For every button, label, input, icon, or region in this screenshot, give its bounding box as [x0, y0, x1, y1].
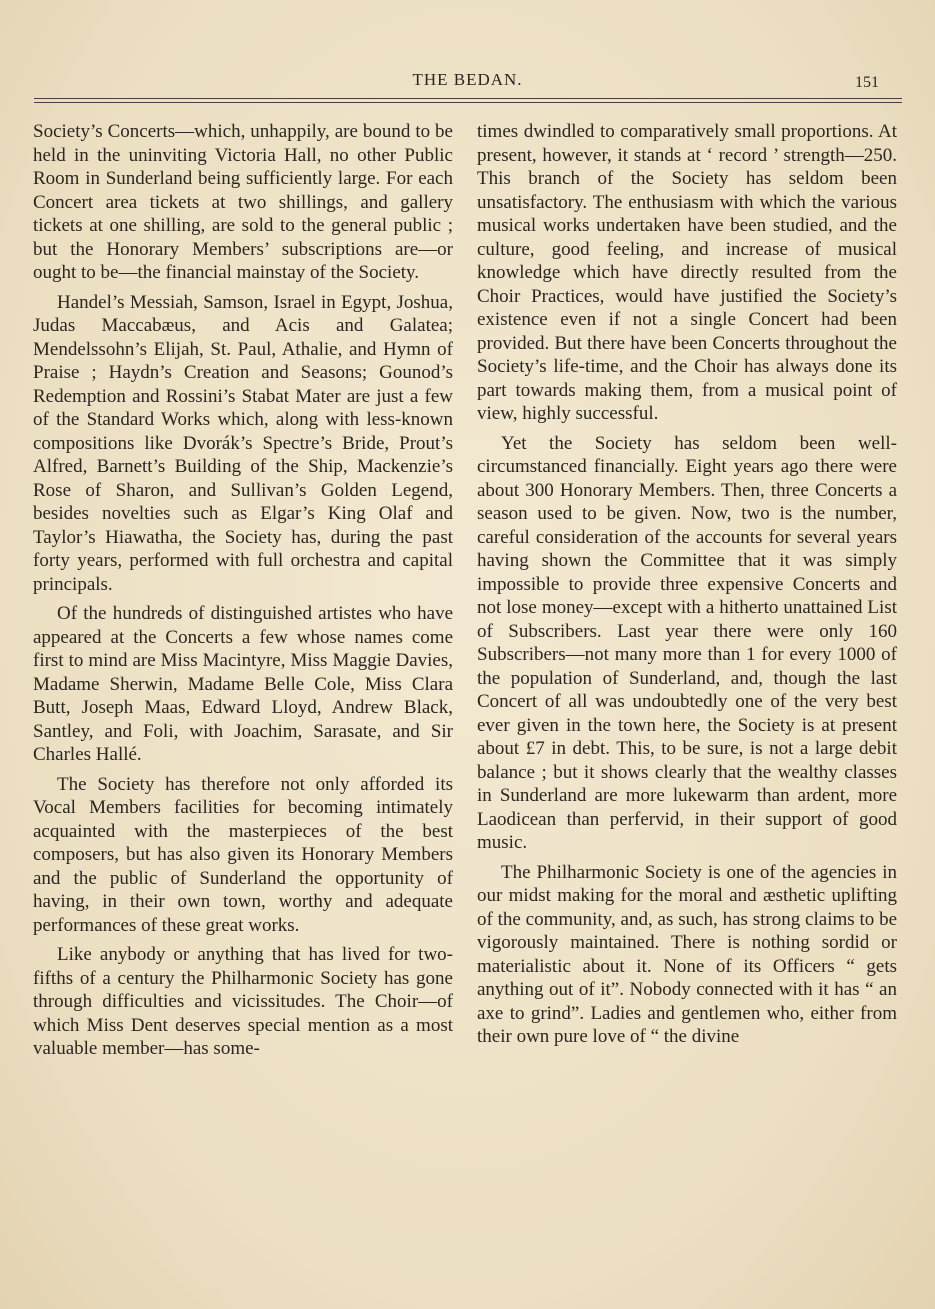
paragraph-concerts-venue: Society’s Concerts—which, unhappily, are bound to be held in the uninviting Victoria Hall, no other Public Room in Sunderland being sufficiently large. For each Concert area tickets at two shillings, and gallery tickets at one shilling, are sold to the general public ; but the Honorary Members’ subscriptions are—or ought to be—the financial mainstay of the Society. [33, 121, 453, 283]
paragraph-finances: Yet the Society has seldom been well-circumstanced financially. Eight years ago there were about 300 Honorary Members. Then, three Concerts a season used to be given. Now, two is the number, careful consideration of the accounts for several years having shown the Committee that it was simply impossible to provide three expensive Concerts and not lose money—except with a hitherto unattained List of Subscribers. Last year there were only 160 Subscribers—not many more than 1 for every 1000 of the population of Sunderland, and, though the last Concert of all was undoubtedly one of the very best ever given in the town here, the Society is at present about £7 in debt. This, to be sure, is not a large debit balance ; but it shows clearly that the wealthy classes in Sunderland are more lukewarm than ardent, more Laodicean than perfervid, in their support of good music. [477, 432, 897, 853]
paragraph-artistes: Of the hundreds of distinguished artistes who have appeared at the Concerts a few whose names come first to mind are Miss Macintyre, Miss Maggie Davies, Madame Sherwin, Madame Belle Cole, Miss Clara Butt, Joseph Maas, Edward Lloyd, Andrew Black, Santley, and Foli, with Joachim, Sarasate, and Sir Charles Hallé. [33, 603, 453, 765]
running-head [0, 66, 935, 96]
left-column [33, 120, 453, 1061]
running-title: THE BEDAN. [412, 70, 523, 89]
header-rule [34, 98, 902, 103]
paragraph-vicissitudes: Like anybody or anything that has lived for two-fifths of a century the Philharmonic Society has gone through difficulties and vicissitudes. The Choir—of which Miss Dent deserves special mention as a most valuable member—has some- [33, 944, 453, 1059]
page-number: 151 [855, 74, 879, 91]
paragraph-standard-works: Handel’s Messiah, Samson, Israel in Egypt, Joshua, Judas Maccabæus, and Acis and Galatea; Mendelssohn’s Elijah, St. Paul, Athalie, and Hymn of Praise ; Haydn’s Creation and Seasons; Gounod’s Redemption and Rossini’s Stabat Mater are just a few of the Standard Works which, along with less-known compositions like Dvorák’s Spectre’s Bride, Prout’s Alfred, Barnett’s Building of the Ship, Mackenzie’s Rose of Sharon, and Sullivan’s Golden Legend, besides novelties such as Elgar’s King Olaf and Taylor’s Hiawatha, the Society has, during the past forty years, performed with full orchestra and capital principals. [33, 291, 453, 595]
paragraph-society-benefits: The Society has therefore not only afforded its Vocal Members facilities for becoming intimately acquainted with the masterpieces of the best composers, but has also given its Honorary Members and the public of Sunderland the opportunity of having, in their own town, worthy and adequate performances of these great works. [33, 773, 453, 936]
paragraph-choir-strength: times dwindled to comparatively small proportions. At present, however, it stands at ‘ record ’ strength—250. This branch of the Society has seldom been unsatisfactory. The enthusiasm with which the various musical works undertaken have been studied, and the culture, good feeling, and increase of musical knowledge which have directly resulted from the Choir Practices, would have justified the Society’s existence even if not a single Concert had been provided. But there have been Concerts throughout the Society’s life-time, and the Choir has always done its part towards making them, from a musical point of view, highly successful. [477, 121, 897, 424]
paragraph-moral-uplift: The Philharmonic Society is one of the agencies in our midst making for the moral and æsthetic uplifting of the community, and, as such, has strong claims to be vigorously maintained. There is nothing sordid or materialistic about it. None of its Officers “ gets anything out of it”. Nobody connected with it has “ an axe to grind”. Ladies and gentlemen who, either from their own pure love of “ the divine [477, 861, 897, 1047]
right-column [477, 120, 897, 1049]
